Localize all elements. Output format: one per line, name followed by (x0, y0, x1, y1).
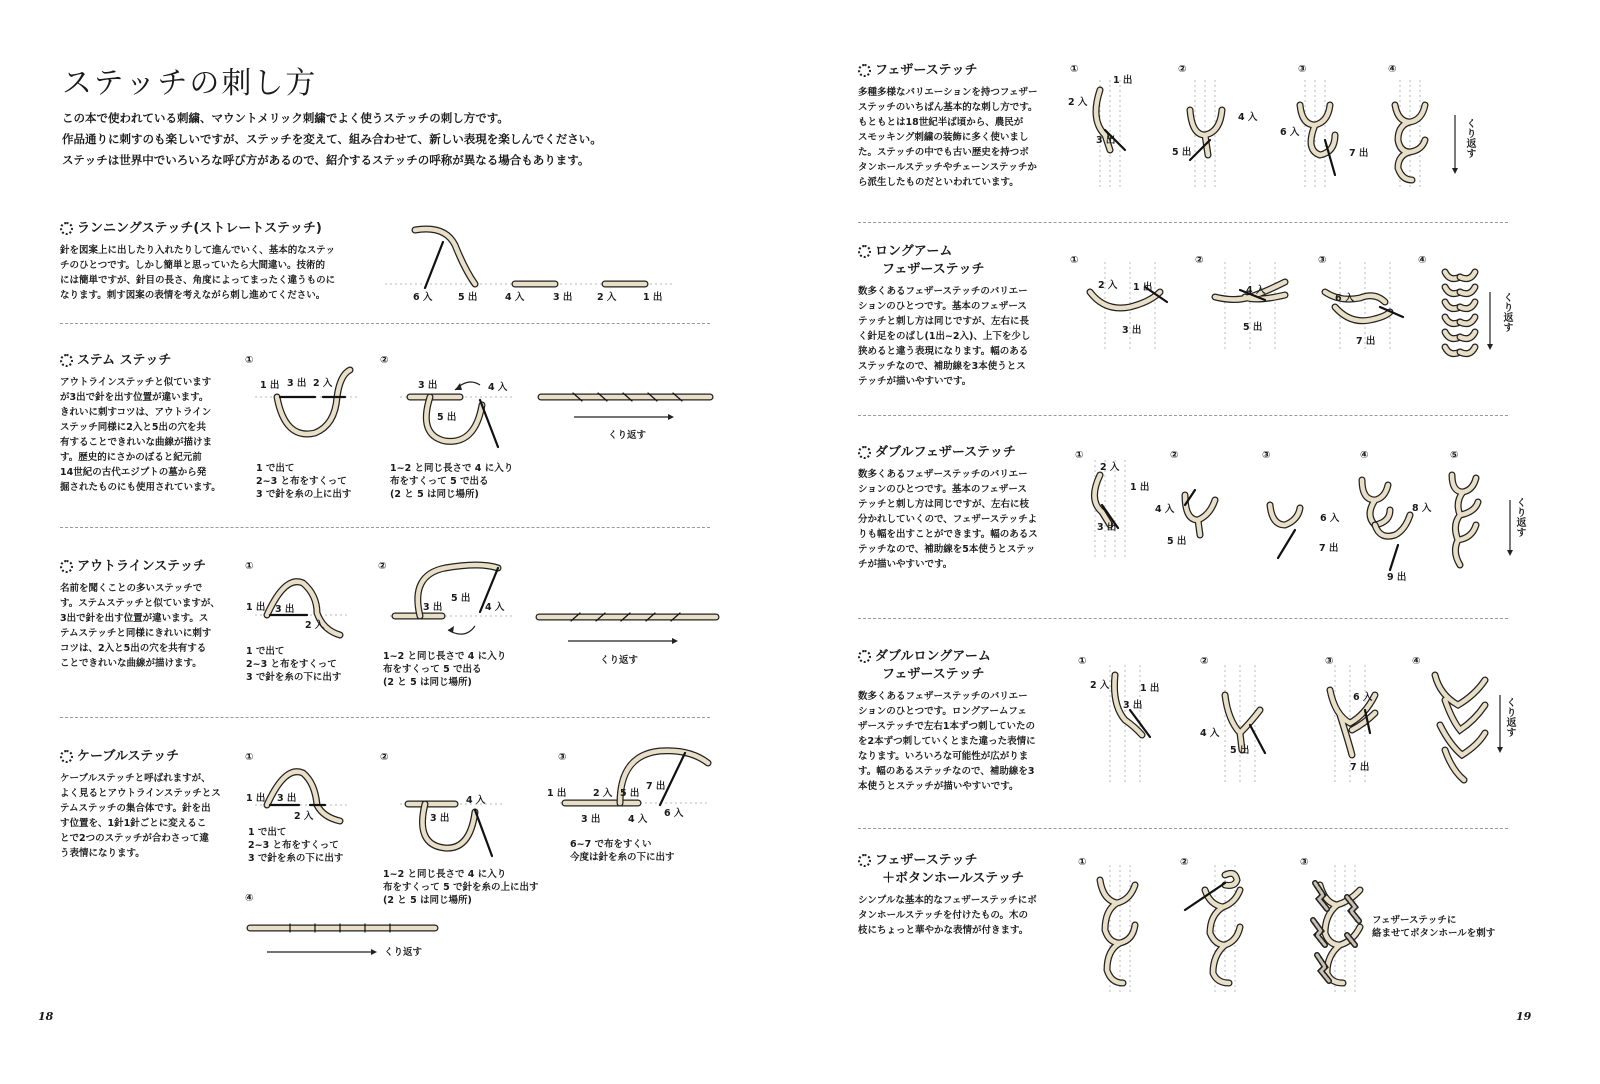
repeat-label: くり返す (608, 430, 647, 441)
feather-stitch-section (858, 62, 1058, 190)
step-number: ③ (1298, 64, 1307, 75)
outline-stitch-section (60, 558, 240, 671)
stitch-label: 7 出 (646, 781, 666, 792)
section-description (60, 243, 380, 303)
desc-line: ションのひとつです。基本のフェザース (858, 484, 1027, 495)
stitch-label: 4 入 (466, 795, 486, 806)
stitch-label: 7 出 (1350, 762, 1370, 773)
stitch-label: 5 出 (458, 292, 478, 303)
section-title: ランニングステッチ(ストレートステッチ) (77, 221, 322, 236)
step-number: ① (1075, 450, 1084, 461)
stitch-label: 4 入 (1200, 728, 1220, 739)
flower-bullet-icon (858, 854, 871, 867)
cable-step2-diagram (400, 790, 510, 860)
step-caption: 1 で出て 2~3 と布をすくって 3 で針を糸の上に出す (256, 463, 352, 500)
section-description (858, 284, 1068, 389)
desc-line: テッチが描いやすいです。 (858, 376, 972, 387)
step-number: ② (380, 752, 389, 763)
stitch-label: 1 出 (1140, 683, 1160, 694)
step-number: ① (1070, 255, 1079, 266)
section-description (858, 467, 1068, 572)
feather-buttonhole-section (858, 852, 1068, 938)
long-arm-diagrams (1085, 262, 1505, 382)
stitch-label: 1 出 (1113, 75, 1133, 86)
step-number: ③ (1262, 450, 1271, 461)
desc-line: ら派生したものだといわれています。 (858, 177, 1019, 188)
stitch-label: 5 出 (451, 593, 471, 604)
desc-line: す。幅のあるステッチなので、補助線を3 (858, 766, 1035, 777)
stitch-label: 2 入 (597, 292, 617, 303)
stitch-label: 2 入 (593, 788, 613, 799)
section-description (60, 581, 240, 671)
stitch-label: 3 出 (581, 814, 601, 825)
stitch-label: 1 出 (246, 793, 266, 804)
desc-line: 数多くあるフェザーステッチのバリエー (858, 469, 1028, 480)
desc-line: 数多くあるフェザーステッチのバリエー (858, 286, 1028, 297)
desc-line: もともとは18世紀半ば頃から、農民が (858, 117, 1024, 128)
desc-line: す。ステムステッチと似ていますが、 (60, 598, 220, 609)
stitch-label: 4 入 (1238, 112, 1258, 123)
step-number: ⑤ (1450, 450, 1459, 461)
running-stitch-diagram (385, 220, 685, 295)
step-number: ③ (1325, 656, 1334, 667)
stitch-label: 2 入 (305, 620, 325, 631)
step-number: ② (1178, 64, 1187, 75)
flower-bullet-icon (60, 222, 73, 235)
feather-buttonhole-diagrams (1085, 865, 1405, 995)
desc-line: チが描いやすいです。 (858, 559, 953, 570)
section-title: ステム ステッチ (77, 353, 172, 368)
step-caption: 1 で出て 2~3 と布をすくって 3 で針を糸の下に出す (248, 827, 344, 864)
desc-line: 3出で針を出す位置が違います。ス (60, 613, 209, 624)
step-caption: 1 で出て 2~3 と布をすくって 3 で針を糸の下に出す (246, 646, 342, 683)
stitch-label: 7 出 (1319, 543, 1339, 554)
stem-repeat-diagram (538, 385, 718, 425)
flower-bullet-icon (60, 560, 73, 573)
stitch-label: 1 出 (547, 788, 567, 799)
desc-line: う表情になります。 (60, 848, 145, 859)
step-number: ③ (558, 752, 567, 763)
section-divider (858, 618, 1508, 619)
page-number: 19 (1516, 1010, 1532, 1023)
outline-repeat-diagram (536, 605, 721, 650)
desc-line: チのひとつです。しかし簡単と思っていたら大間違い。技術的 (60, 260, 326, 271)
stitch-label: 2 入 (313, 378, 333, 389)
section-description (858, 893, 1068, 938)
stem-step1-diagram (255, 365, 365, 445)
section-divider (858, 222, 1508, 223)
cable-step3-diagram (560, 745, 715, 825)
section-title: ダブルフェザーステッチ (875, 445, 1016, 460)
stitch-label: 1 出 (246, 602, 266, 613)
desc-line: た。ステッチの中でも古い歴史を持つボ (858, 147, 1029, 158)
stitch-label: 3 出 (1123, 700, 1143, 711)
step-number: ② (1180, 857, 1189, 868)
step-caption: 1~2 と同じ長さで 4 に入り 布をすくって 5 で針を糸の上に出す (2 と 5 は同じ場所) (383, 869, 539, 906)
section-title: フェザーステッチ (875, 853, 978, 868)
step-caption: 6~7 で布をすくい 今度は針を糸の下に出す (570, 839, 675, 863)
step-number: ③ (1300, 857, 1309, 868)
step-number: ① (245, 752, 254, 763)
step-number: ① (1070, 64, 1079, 75)
desc-line: 針を図案上に出したり入れたりして進んでいく、基本的なステッ (60, 245, 336, 256)
flower-bullet-icon (858, 650, 871, 663)
section-title-line2: フェザーステッチ (882, 667, 985, 682)
stitch-label: 5 出 (1167, 536, 1187, 547)
section-divider (858, 828, 1508, 829)
stitch-label: 6 入 (664, 808, 684, 819)
double-feather-section (858, 444, 1068, 572)
step-number: ① (1078, 656, 1087, 667)
stitch-label: 2 入 (1068, 97, 1088, 108)
stitch-label: 3 出 (423, 602, 443, 613)
stitch-label: 2 入 (294, 811, 314, 822)
desc-line: 分かれしていくので、フェザーステッチよ (858, 514, 1038, 525)
section-title: フェザーステッチ (875, 63, 978, 78)
desc-line: 名前を聞くことの多いステッチで (60, 583, 203, 594)
stitch-label: 6 入 (1335, 293, 1355, 304)
section-divider (60, 717, 710, 718)
desc-line: ステッチなので、補助線を3本使うとス (858, 361, 1026, 372)
desc-line: シンプルな基本的なフェザーステッチにボ (858, 895, 1037, 906)
section-description (60, 375, 240, 495)
section-title-line2: フェザーステッチ (882, 262, 985, 277)
desc-line: コツは、2入と5出の穴を共有する (60, 643, 207, 654)
stem-stitch-section (60, 352, 240, 495)
section-description (60, 771, 240, 861)
desc-line: す。歴史的にさかのぼると紀元前 (60, 452, 202, 463)
section-description (858, 689, 1068, 794)
stitch-label: 3 出 (418, 380, 438, 391)
desc-line: タンホールステッチやチェーンステッチか (858, 162, 1037, 173)
desc-line: とで2つのステッチが合わさって違 (60, 833, 209, 844)
desc-line: アウトラインステッチと似ています (60, 377, 212, 388)
stitch-label: 6 入 (1320, 513, 1340, 524)
stitch-label: 4 入 (628, 814, 648, 825)
page-title: ステッチの刺し方 (62, 66, 318, 101)
flower-bullet-icon (60, 354, 73, 367)
stitch-label: 8 入 (1412, 503, 1432, 514)
stitch-label: 4 入 (485, 602, 505, 613)
desc-line: を2本ずつ刺していくとまた違った表情に (858, 736, 1036, 747)
step-number: ④ (1412, 656, 1421, 667)
desc-line: には簡単ですが、針目の長さ、角度によってまったく違うものに (60, 275, 336, 286)
intro-line: ステッチは世界中でいろいろな呼び方があるので、紹介するステッチの呼称が異なる場合もあります。 (62, 153, 590, 167)
intro-line: この本で使われている刺繍、マウントメリック刺繍でよく使うステッチの刺し方です。 (62, 111, 509, 125)
desc-line: 枝にちょっと華やかな表情が付きます。 (858, 925, 1029, 936)
stitch-label: 6 入 (1353, 692, 1373, 703)
desc-line: なります。刺す図案の表情を考えながら刺し進めてください。 (60, 290, 326, 301)
stitch-label: 4 入 (488, 382, 508, 393)
step-number: ② (1170, 450, 1179, 461)
stitch-label: 6 入 (413, 292, 433, 303)
step-number: ④ (1388, 64, 1397, 75)
step-number: ④ (1360, 450, 1369, 461)
stitch-label: 3 出 (287, 378, 307, 389)
stitch-label: 4 入 (1246, 285, 1266, 296)
desc-line: りも幅を出すことができます。幅のあるス (858, 529, 1038, 540)
step-number: ② (380, 355, 389, 366)
desc-line: テムステッチの集合体です。針を出 (60, 803, 211, 814)
desc-line: 掘されたものにも使用されています。 (60, 482, 221, 493)
desc-line: 多種多様なバリエーションを持つフェザー (858, 87, 1038, 98)
repeat-label: くり返す (1504, 697, 1515, 737)
desc-line: す位置を、1針1針ごとに変えるこ (60, 818, 207, 829)
section-description (858, 85, 1058, 190)
stitch-label: 9 出 (1387, 572, 1407, 583)
desc-line: が3出で針を出す位置が違います。 (60, 392, 209, 403)
stitch-label: 1 出 (260, 380, 280, 391)
desc-line: ステッチ同様に2入と5出の穴を共 (60, 422, 207, 433)
section-title-line2: ＋ボタンホールステッチ (882, 871, 1025, 886)
desc-line: ステッチのいちばん基本的な刺し方です。 (858, 102, 1038, 113)
step-number: ② (378, 561, 387, 572)
stitch-label: 5 出 (1230, 745, 1250, 756)
section-divider (60, 527, 710, 528)
intro-line: 作品通りに刺すのも楽しいですが、ステッチを変えて、組み合わせて、新しい表現を楽しんでください。 (62, 132, 602, 146)
step-caption: 1~2 と同じ長さで 4 に入り 布をすくって 5 で出る (2 と 5 は同じ場所) (383, 651, 507, 688)
stitch-label: 3 出 (553, 292, 573, 303)
repeat-label: くり返す (1501, 292, 1512, 332)
repeat-label: くり返す (600, 655, 639, 666)
section-title: ダブルロングアーム (875, 649, 991, 664)
step-number: ① (245, 355, 254, 366)
desc-line: ケーブルステッチと呼ばれますが、 (60, 773, 211, 784)
repeat-label: くり返す (384, 947, 423, 958)
desc-line: きれいに刺すコツは、アウトライン (60, 407, 212, 418)
desc-line: 本使うとステッチが描いやすいです。 (858, 781, 1019, 792)
step-number: ② (1200, 656, 1209, 667)
long-arm-feather-section (858, 243, 1068, 389)
desc-line: テッチと刺し方は同じですが、左右に長 (858, 316, 1030, 327)
double-long-arm-section (858, 648, 1068, 794)
stitch-label: 7 出 (1349, 148, 1369, 159)
step-caption: 1~2 と同じ長さで 4 に入り 布をすくって 5 で出る (2 と 5 は同じ場所) (390, 463, 514, 500)
step-number: ① (245, 561, 254, 572)
stitch-label: 3 出 (1096, 135, 1116, 146)
stitch-label: 2 入 (1090, 680, 1110, 691)
stitch-label: 7 出 (1356, 336, 1376, 347)
stitch-label: 5 出 (1172, 147, 1192, 158)
repeat-label: くり返す (1464, 118, 1475, 158)
desc-line: スモッキング刺繍の装飾に多く使いまし (858, 132, 1029, 143)
stitch-label: 1 出 (643, 292, 663, 303)
desc-line: タンホールステッチを付けたもの。木の (858, 910, 1028, 921)
flower-bullet-icon (858, 446, 871, 459)
right-page (800, 0, 1600, 1084)
stitch-label: 5 出 (437, 412, 457, 423)
stitch-label: 3 出 (1097, 522, 1117, 533)
page-number: 18 (38, 1010, 54, 1023)
intro-text (62, 108, 762, 171)
flower-bullet-icon (60, 750, 73, 763)
flower-bullet-icon (858, 245, 871, 258)
stitch-label: 5 出 (620, 788, 640, 799)
stitch-label: 1 出 (1133, 282, 1153, 293)
section-divider (60, 323, 710, 324)
section-title: アウトラインステッチ (77, 559, 206, 574)
step-number: ③ (1318, 255, 1327, 266)
stitch-label: 6 入 (1280, 127, 1300, 138)
desc-line: よく見るとアウトラインステッチとス (60, 788, 221, 799)
stitch-label: 4 入 (1155, 504, 1175, 515)
stitch-label: 3 出 (1122, 325, 1142, 336)
step-caption: フェザーステッチに 絡ませてボタンホールを刺す (1372, 915, 1496, 939)
step-number: ② (1195, 255, 1204, 266)
flower-bullet-icon (858, 64, 871, 77)
desc-line: ションのひとつです。基本のフェザース (858, 301, 1027, 312)
section-title: ロングアーム (875, 244, 953, 259)
step-number: ① (1078, 857, 1087, 868)
stitch-label: 2 入 (1100, 462, 1120, 473)
desc-line: なります。いろいろな可能性が広がりま (858, 751, 1029, 762)
step-number: ④ (245, 893, 254, 904)
desc-line: テムステッチと同様にきれいに刺す (60, 628, 212, 639)
stitch-label: 2 入 (1098, 280, 1118, 291)
desc-line: ことできれいな曲線が描けます。 (60, 658, 202, 669)
section-divider (858, 415, 1508, 416)
stitch-label: 1 出 (1130, 482, 1150, 493)
stitch-label: 4 入 (505, 292, 525, 303)
running-stitch-section (60, 220, 380, 303)
repeat-label: くり返す (1514, 497, 1525, 537)
desc-line: 14世紀の古代エジプトの墓から発 (60, 467, 207, 478)
desc-line: テッチと刺し方は同じですが、左右に枝 (858, 499, 1030, 510)
desc-line: テッチなので、補助線を5本使うとステッ (858, 544, 1036, 555)
stitch-label: 3 出 (277, 793, 297, 804)
stitch-label: 3 出 (275, 604, 295, 615)
desc-line: 有することできれいな曲線が描けま (60, 437, 213, 448)
double-feather-diagrams (1080, 460, 1520, 590)
desc-line: 狭めると違う表現になります。幅のある (858, 346, 1029, 357)
desc-line: ションのひとつです。ロングアームフェ (858, 706, 1027, 717)
section-title: ケーブルステッチ (77, 749, 180, 764)
desc-line: く針足をのばし(1出~2入)、上下を少し (858, 331, 1031, 342)
cable-stitch-section (60, 748, 240, 861)
desc-line: ザーステッチで左右1本ずつ刺していたの (858, 721, 1035, 732)
stitch-label: 5 出 (1243, 322, 1263, 333)
desc-line: 数多くあるフェザーステッチのバリエー (858, 691, 1028, 702)
stitch-label: 3 出 (430, 813, 450, 824)
step-number: ④ (1418, 255, 1427, 266)
